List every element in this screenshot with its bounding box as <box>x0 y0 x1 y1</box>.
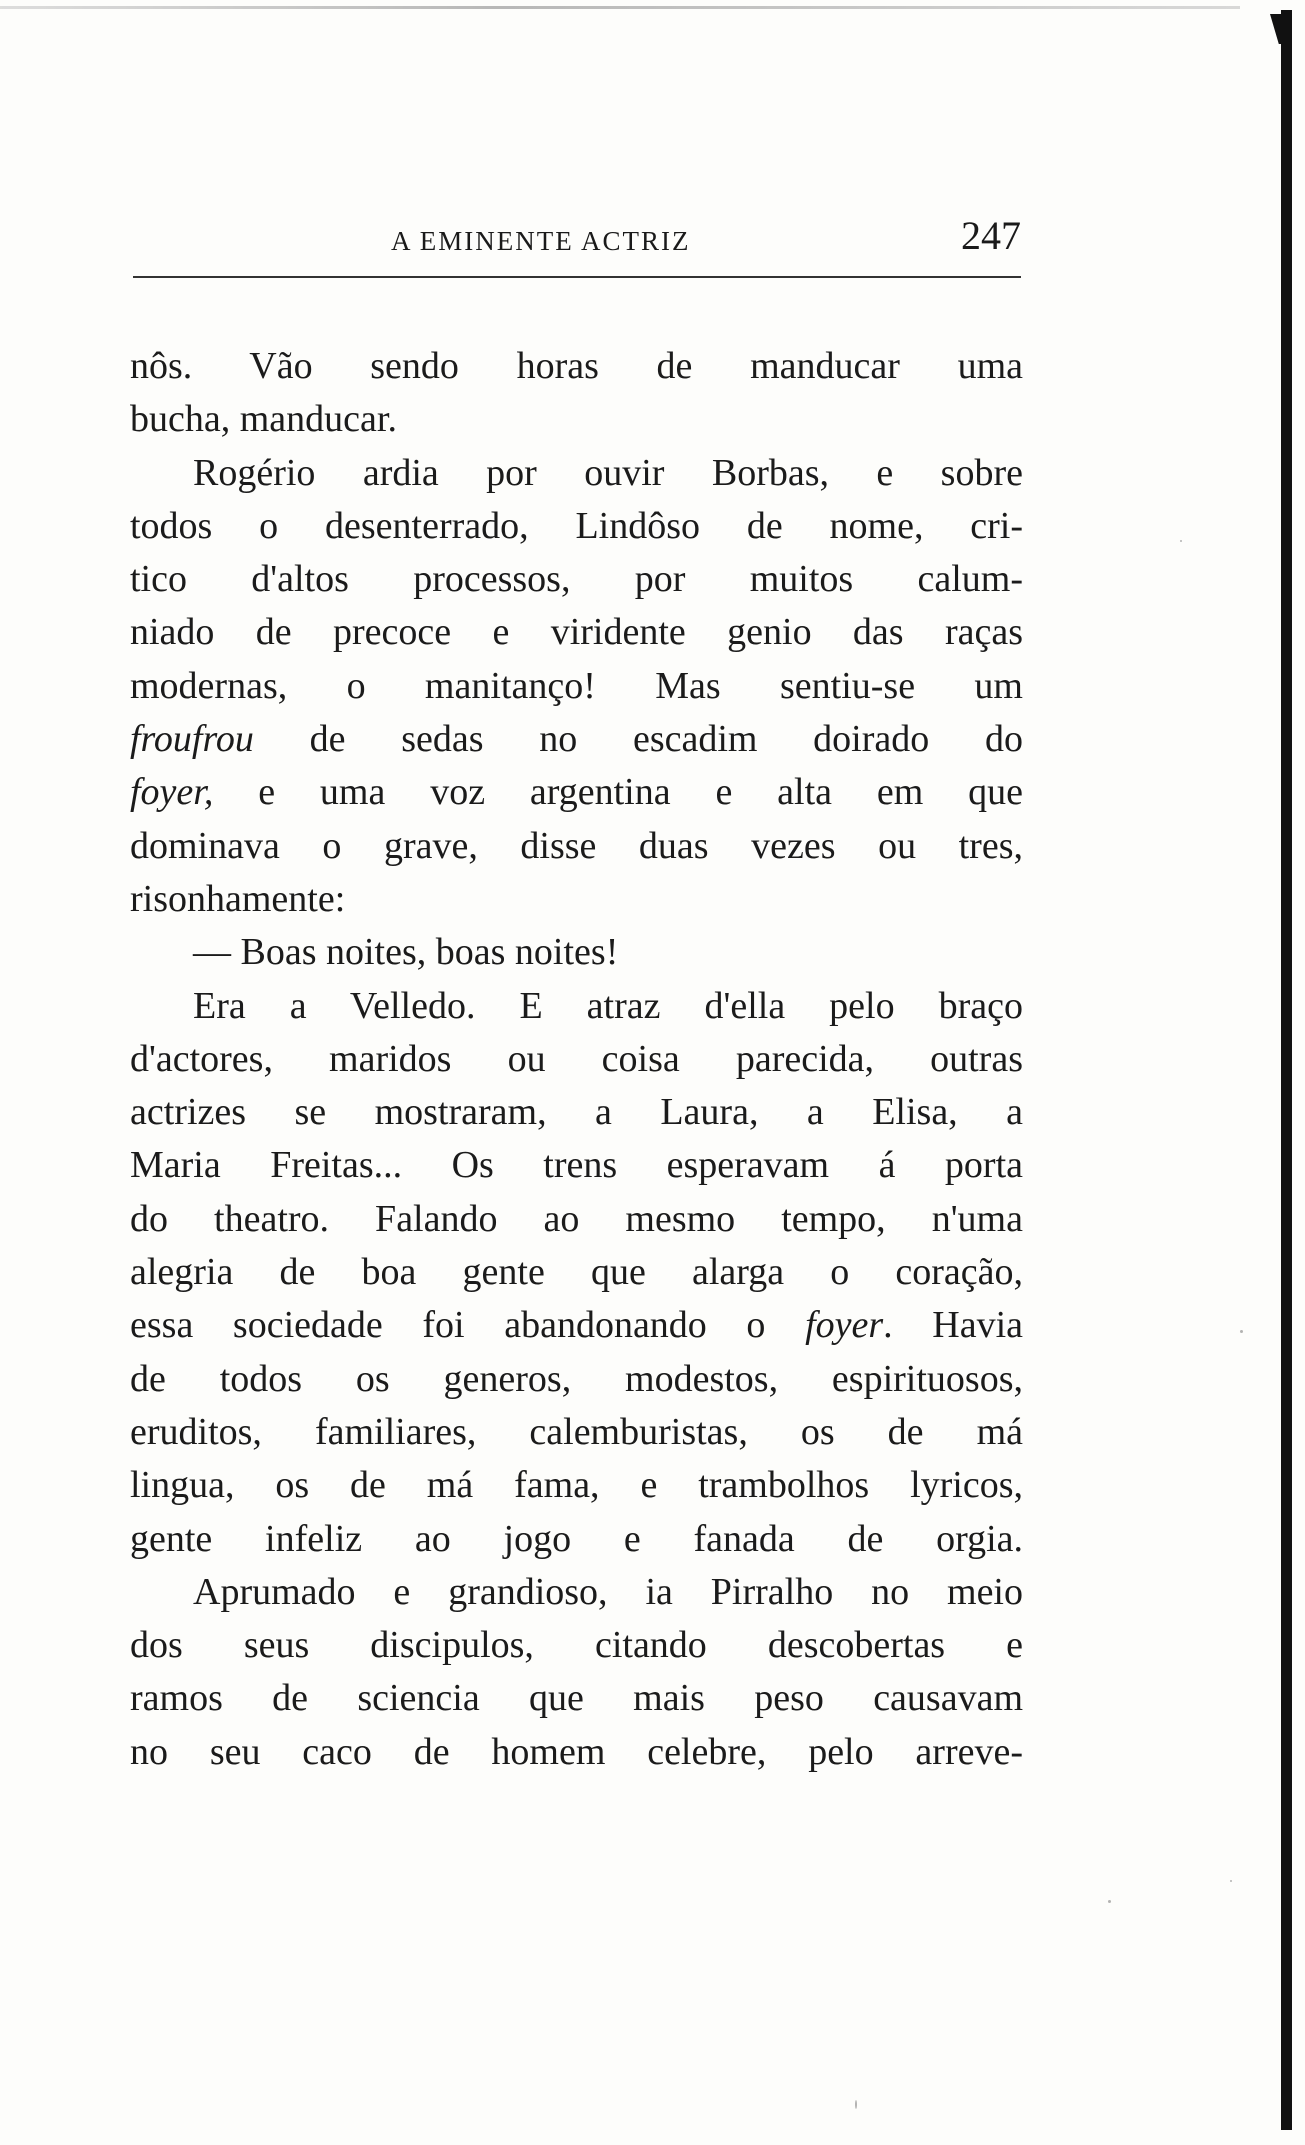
text-line <box>130 1459 1023 1512</box>
text-run: Era a Velledo. E atraz d'ella pelo braço <box>193 984 1023 1027</box>
text-run: — Boas noites, boas noites! <box>193 931 619 974</box>
text-run: modernas, o manitanço! Mas sentiu-se um <box>130 664 1023 707</box>
text-run: do theatro. Falando ao mesmo tempo, n'uma <box>130 1197 1023 1240</box>
text-run: de todos os generos, modestos, espirituosos, <box>130 1357 1023 1400</box>
running-head <box>133 212 1021 274</box>
text-line <box>130 1726 1023 1779</box>
paper-speck <box>1240 1330 1243 1333</box>
text-line <box>130 340 1023 393</box>
paper-speck <box>1108 1900 1111 1903</box>
text-line <box>130 447 1023 500</box>
text-line <box>130 1513 1023 1566</box>
paper-speck <box>1230 1880 1232 1882</box>
text-run: dos seus discipulos, citando descobertas e <box>130 1624 1023 1667</box>
text-line <box>130 1619 1023 1672</box>
text-line <box>130 660 1023 713</box>
text-line <box>130 873 1023 926</box>
italic-term: foyer, <box>130 771 214 814</box>
text-line <box>130 1566 1023 1619</box>
text-line <box>130 606 1023 659</box>
scan-top-edge <box>0 6 1240 9</box>
text-run: risonhamente: <box>130 877 346 920</box>
text-run: Aprumado e grandioso, ia Pirralho no meio <box>193 1570 1023 1613</box>
text-run: gente infeliz ao jogo e fanada de orgia. <box>130 1517 1023 1560</box>
text-line <box>130 980 1023 1033</box>
text-line <box>130 820 1023 873</box>
text-run: eruditos, familiares, calemburistas, os de má <box>130 1410 1023 1453</box>
text-run: essa sociedade foi abandonando o <box>130 1304 806 1347</box>
text-line <box>130 1193 1023 1246</box>
paper-speck <box>1180 540 1182 542</box>
text-run: e uma voz argentina e alta em que <box>213 771 1023 814</box>
text-run: todos o desenterrado, Lindôso de nome, cri- <box>130 504 1023 547</box>
page-number: 247 <box>961 213 1021 258</box>
text-line <box>130 1672 1023 1725</box>
text-run: ramos de sciencia que mais peso causavam <box>130 1677 1023 1720</box>
text-line <box>130 1086 1023 1139</box>
text-run: . Havia <box>883 1304 1023 1347</box>
text-run: actrizes se mostraram, a Laura, a Elisa, a <box>130 1091 1023 1134</box>
text-run: de sedas no escadim doirado do <box>253 718 1023 761</box>
text-run: lingua, os de má fama, e trambolhos lyricos, <box>130 1464 1023 1507</box>
text-line <box>130 500 1023 553</box>
text-line <box>130 1246 1023 1299</box>
paper-speck <box>855 2100 857 2109</box>
text-run: alegria de boa gente que alarga o coração, <box>130 1251 1023 1294</box>
text-line <box>130 1139 1023 1192</box>
text-line <box>130 766 1023 819</box>
text-run: nôs. Vão sendo horas de manducar uma <box>130 345 1023 387</box>
body-text <box>130 340 1023 1779</box>
text-line <box>130 713 1023 766</box>
italic-term: foyer <box>805 1304 884 1347</box>
text-line <box>130 1353 1023 1406</box>
text-run: Rogério ardia por ouvir Borbas, e sobre <box>193 451 1023 494</box>
text-line <box>130 1299 1023 1352</box>
binding-edge <box>1281 10 1292 2130</box>
text-line <box>130 1406 1023 1459</box>
text-line <box>130 926 1023 979</box>
text-run: dominava o grave, disse duas vezes ou tres, <box>130 824 1023 867</box>
italic-term: froufrou <box>130 718 254 761</box>
running-title: A EMINENTE ACTRIZ <box>391 226 691 256</box>
text-run: no seu caco de homem celebre, pelo arreve- <box>130 1730 1023 1773</box>
text-run: niado de precoce e viridente genio das raças <box>130 611 1023 654</box>
text-line <box>130 1033 1023 1086</box>
header-rule <box>133 276 1021 278</box>
text-run: Maria Freitas... Os trens esperavam á porta <box>130 1144 1023 1187</box>
text-run: d'actores, maridos ou coisa parecida, outras <box>130 1037 1023 1080</box>
text-run: tico d'altos processos, por muitos calum- <box>130 558 1023 601</box>
text-line <box>130 393 1023 446</box>
text-run: bucha, manducar. <box>130 398 397 441</box>
text-line <box>130 553 1023 606</box>
